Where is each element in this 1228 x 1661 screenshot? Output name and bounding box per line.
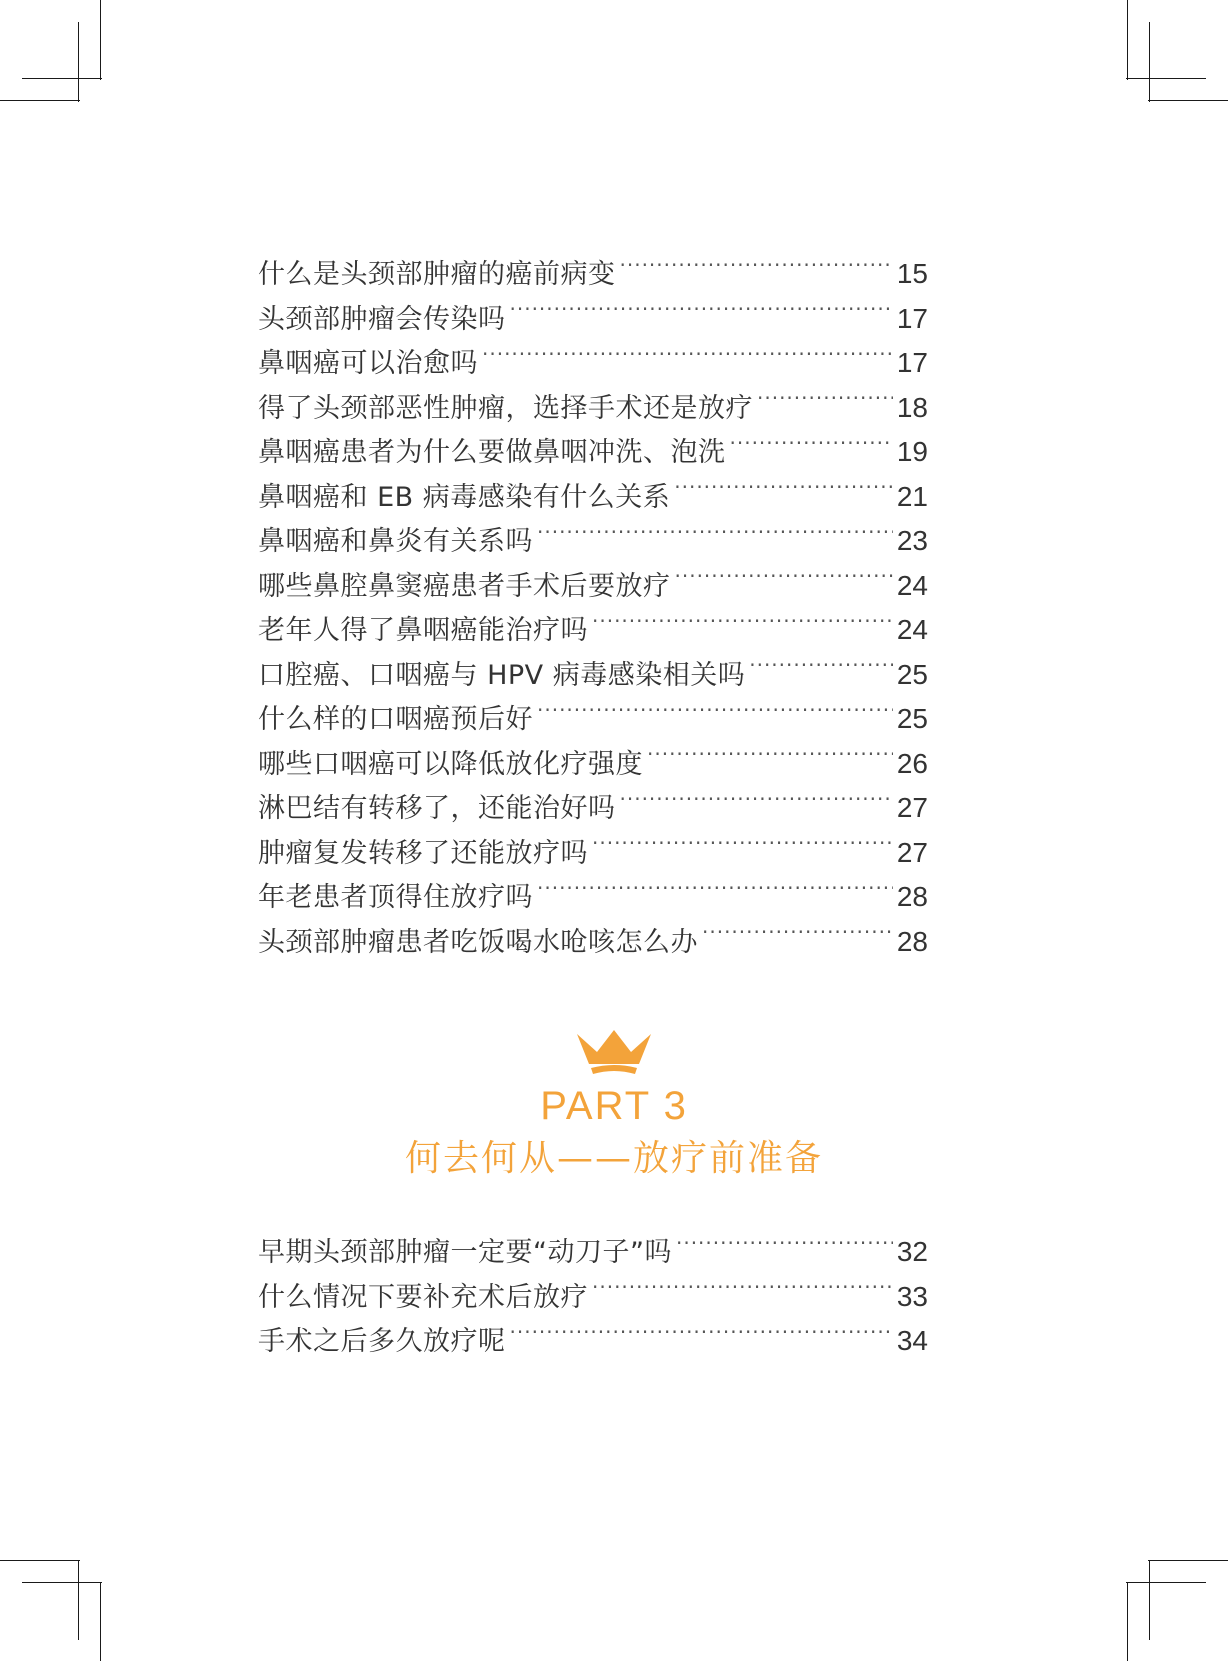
toc-leader-dots [749, 657, 893, 684]
toc-list-part3 [258, 1230, 928, 1364]
toc-entry-title: 得了头颈部恶性肿瘤，选择手术还是放疗 [258, 392, 753, 424]
toc-entry-page: 18 [896, 391, 928, 423]
toc-entry-title: 淋巴结有转移了，还能治好吗 [258, 793, 616, 824]
toc-entry-page: 24 [896, 614, 928, 645]
toc-entry[interactable] [258, 430, 928, 475]
toc-entry-page: 27 [896, 792, 928, 823]
crop-mark [1126, 78, 1206, 79]
part-label: PART 3 [540, 1084, 688, 1128]
toc-entry[interactable] [258, 386, 928, 431]
toc-entry-page: 17 [896, 302, 928, 334]
toc-leader-dots [510, 301, 893, 328]
toc-entry-title: 什么情况下要补充术后放疗 [258, 1281, 588, 1313]
toc-leader-dots [647, 746, 893, 773]
crop-mark [100, 1582, 101, 1661]
crop-mark [22, 1582, 102, 1583]
toc-entry-page: 33 [896, 1280, 928, 1312]
toc-entry[interactable] [258, 742, 928, 787]
part3-header [0, 1028, 1228, 1182]
crop-mark [1127, 1582, 1128, 1661]
toc-entry[interactable] [258, 564, 928, 609]
crop-mark [1126, 1582, 1206, 1583]
toc-entry-title: 鼻咽癌和 EB 病毒感染有什么关系 [258, 481, 671, 513]
crop-mark [1127, 0, 1128, 80]
toc-entry-page: 24 [896, 569, 928, 601]
crop-mark [100, 0, 101, 80]
toc-entry-page: 32 [896, 1236, 928, 1267]
toc-entry[interactable] [258, 653, 928, 698]
crop-mark [1149, 1560, 1150, 1640]
toc-entry-title: 什么样的口咽癌预后好 [258, 704, 533, 735]
toc-entry-title: 头颈部肿瘤患者吃饭喝水呛咳怎么办 [258, 926, 698, 958]
toc-entry[interactable] [258, 519, 928, 564]
toc-entry[interactable] [258, 875, 928, 920]
toc-entry-title: 头颈部肿瘤会传染吗 [258, 303, 506, 335]
toc-entry-title: 鼻咽癌和鼻炎有关系吗 [258, 526, 533, 557]
crop-mark [1148, 1560, 1228, 1561]
toc-entry-title: 手术之后多久放疗呢 [258, 1326, 506, 1357]
crop-mark [22, 78, 102, 79]
toc-leader-dots [537, 879, 893, 906]
crop-mark [78, 22, 79, 102]
toc-entry[interactable] [258, 920, 928, 965]
toc-leader-dots [592, 1279, 893, 1306]
toc-leader-dots [676, 1234, 893, 1261]
toc-leader-dots [674, 479, 893, 506]
toc-entry-page: 28 [896, 925, 928, 957]
part-subtitle: 何去何从——放疗前准备 [404, 1138, 823, 1179]
crop-mark [0, 100, 80, 101]
toc-entry-page: 25 [896, 703, 928, 734]
toc-leader-dots [510, 1323, 893, 1350]
toc-leader-dots [592, 612, 893, 639]
toc-entry-title: 哪些鼻腔鼻窦癌患者手术后要放疗 [258, 570, 671, 602]
toc-entry-title: 肿瘤复发转移了还能放疗吗 [258, 837, 588, 869]
toc-leader-dots [620, 256, 893, 283]
toc-leader-dots [592, 835, 893, 862]
toc-leader-dots [537, 523, 893, 550]
toc-entry[interactable] [258, 831, 928, 876]
crown-icon [575, 1028, 653, 1076]
toc-entry-title: 老年人得了鼻咽癌能治疗吗 [258, 615, 588, 646]
crop-mark [78, 1560, 79, 1640]
toc-entry-title: 哪些口咽癌可以降低放化疗强度 [258, 748, 643, 780]
toc-leader-dots [757, 390, 893, 417]
toc-entry-title: 年老患者顶得住放疗吗 [258, 882, 533, 913]
toc-entry[interactable] [258, 252, 928, 297]
toc-entry-page: 26 [896, 747, 928, 779]
toc-list-part2 [258, 252, 928, 964]
toc-entry-title: 口腔癌、口咽癌与 HPV 病毒感染相关吗 [258, 659, 746, 691]
crop-mark [1148, 100, 1228, 101]
toc-entry[interactable] [258, 608, 928, 653]
toc-entry-page: 19 [896, 436, 928, 467]
toc-leader-dots [675, 568, 893, 595]
toc-entry[interactable] [258, 475, 928, 520]
toc-entry[interactable] [258, 1275, 928, 1320]
toc-entry[interactable] [258, 1230, 928, 1275]
toc-leader-dots [482, 345, 893, 372]
toc-leader-dots [730, 434, 893, 461]
toc-leader-dots [702, 924, 893, 951]
toc-entry-page: 25 [896, 658, 928, 690]
toc-entry-page: 17 [896, 347, 928, 378]
toc-entry-page: 34 [896, 1325, 928, 1356]
toc-entry[interactable] [258, 697, 928, 742]
toc-entry-title: 鼻咽癌患者为什么要做鼻咽冲洗、泡洗 [258, 437, 726, 468]
toc-entry-page: 21 [896, 480, 928, 512]
toc-entry[interactable] [258, 786, 928, 831]
toc-entry-page: 28 [896, 881, 928, 912]
crop-mark [0, 1560, 80, 1561]
toc-entry-page: 15 [896, 258, 928, 289]
toc-entry-title: 早期头颈部肿瘤一定要“动刀子”吗 [258, 1237, 672, 1268]
toc-leader-dots [537, 701, 893, 728]
toc-entry[interactable] [258, 341, 928, 386]
toc-entry[interactable] [258, 1319, 928, 1364]
toc-entry-title: 鼻咽癌可以治愈吗 [258, 348, 478, 379]
toc-entry-page: 27 [896, 836, 928, 868]
crop-mark [1149, 22, 1150, 102]
toc-leader-dots [620, 790, 893, 817]
toc-entry[interactable] [258, 297, 928, 342]
toc-entry-title: 什么是头颈部肿瘤的癌前病变 [258, 259, 616, 290]
toc-entry-page: 23 [896, 525, 928, 556]
